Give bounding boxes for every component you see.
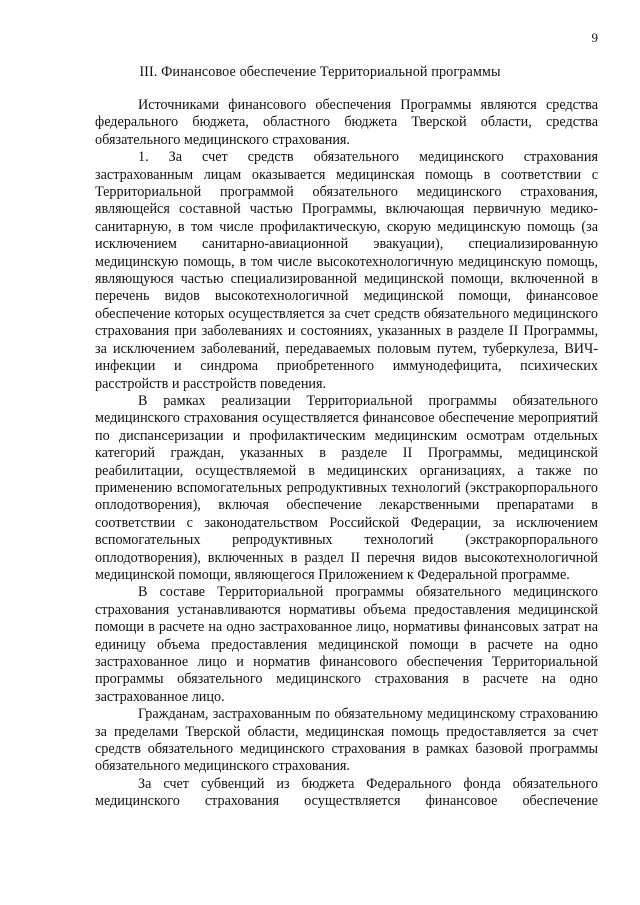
paragraph-item-1: 1. За счет средств обязательного медицинского страхования застрахованным лицам оказывается медицинская помощь в соответствии с Территориальной программой обязательного медицинского страхования, являющейся составной частью Программы, включающая первичную медико-санитарную, в том числе профилактическую, скорую медицинскую помощь (за исключением санитарно-авиационной эвакуации), специализированную медицинскую помощь, в том числе высокотехнологичную медицинскую помощь, являющуюся частью специализированной медицинской помощи, включенной в перечень видов высокотехнологичной медицинской помощи, финансовое обеспечение которых осуществляется за счет средств обязательного медицинского страхования при заболеваниях и состояниях, указанных в разделе II Программы, за исключением заболеваний, передаваемых половым путем, туберкулеза, ВИЧ-инфекции и синдрома приобретенного иммунодефицита, психических расстройств и расстройств поведения. xyxy=(95,149,598,392)
document-body xyxy=(95,97,598,811)
paragraph-oms-activities: В рамках реализации Территориальной программы обязательного медицинского страхования осуществляется финансовое обеспечение мероприятий по диспансеризации и профилактическим медицинским осмотрам отдельных категорий граждан, указанных в разделе II Программы, медицинской реабилитации, осуществляемой в медицинских организациях, а также по применению вспомогательных репродуктивных технологий (экстракорпорального оплодотворения), включая обеспечение лекарственными препаратами в соответствии с законодательством Российской Федерации, за исключением вспомогательных репродуктивных технологий (экстракорпорального оплодотворения), включенных в раздел II перечня видов высокотехнологичной медицинской помощи, являющегося Приложением к Федеральной программе. xyxy=(95,392,598,583)
paragraph-insured-outside-region: Гражданам, застрахованным по обязательному медицинскому страхованию за пределами Тверской области, медицинская помощь предоставляется за счет средств обязательного медицинского страхования в рамках базовой программы обязательного медицинского страхования. xyxy=(95,706,598,775)
page-number: 9 xyxy=(591,30,598,45)
paragraph-subventions: За счет субвенций из бюджета Федерального фонда обязательного медицинского страхования осуществляется финансовое обеспечение xyxy=(95,775,598,810)
paragraph-funding-sources: Источниками финансового обеспечения Программы являются средства федерального бюджета, областного бюджета Тверской области, средства обязательного медицинского страхования. xyxy=(95,97,598,148)
paragraph-normatives: В составе Территориальной программы обязательного медицинского страхования устанавливаются нормативы объема предоставления медицинской помощи в расчете на одно застрахованное лицо, нормативы финансовых затрат на единицу объема предоставления медицинской помощи в расчете на одно застрахованное лицо и норматив финансового обеспечения Территориальной программы обязательного медицинского страхования в расчете на одно застрахованное лицо. xyxy=(95,584,598,705)
section-heading: III. Финансовое обеспечение Территориальной программы xyxy=(139,64,501,80)
